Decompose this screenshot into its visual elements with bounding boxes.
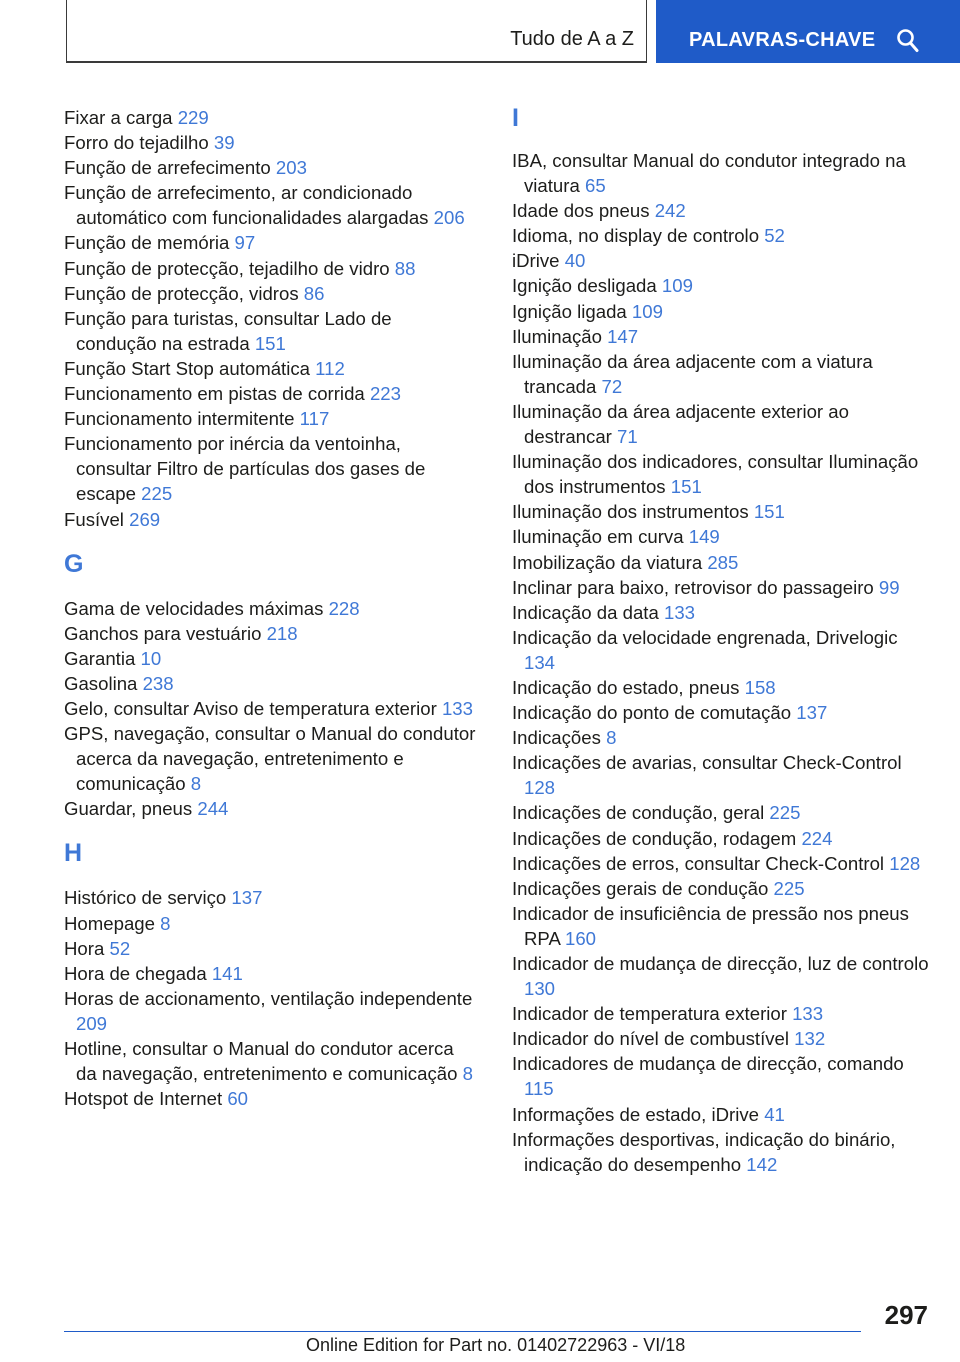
index-entry	[64, 381, 476, 406]
page-reference-link[interactable]: 41	[764, 1103, 785, 1125]
page-reference-link[interactable]: 65	[584, 175, 606, 197]
index-column-left	[64, 105, 476, 1111]
page-reference-link[interactable]: 39	[213, 132, 235, 154]
index-entry-text: Indicador de temperatura exterior	[512, 1003, 787, 1025]
index-entry	[64, 431, 476, 506]
index-entry-text: IBA, consultar Manual do condutor integrado na viatura	[512, 150, 906, 197]
index-entry	[512, 198, 930, 223]
index-entry-text: Iluminação dos instrumentos	[512, 501, 749, 523]
page-reference-link[interactable]: 71	[617, 426, 638, 448]
index-entry	[512, 1026, 930, 1051]
index-entry-text: Indicador do nível de combustível	[512, 1028, 789, 1050]
page-reference-link[interactable]: 97	[234, 232, 256, 254]
az-tab-box	[66, 0, 647, 63]
index-entry-text: Hotline, consultar o Manual do condutor acerca da navegação, entretenimento e comunicação	[64, 1038, 458, 1085]
index-entry	[64, 406, 476, 431]
page-reference-link[interactable]: 269	[129, 508, 161, 530]
index-entry	[512, 951, 930, 1001]
index-entry-text: Gelo, consultar Aviso de temperatura exterior	[64, 697, 437, 719]
page-reference-link[interactable]: 225	[773, 877, 805, 899]
index-entry-text: Fusível	[64, 508, 124, 530]
index-entry-text: Função Start Stop automática	[64, 357, 310, 379]
page-reference-link[interactable]: 218	[266, 622, 298, 644]
page-reference-link[interactable]: 209	[76, 1012, 108, 1034]
index-entry	[64, 721, 476, 796]
index-entry	[64, 961, 476, 986]
page-reference-link[interactable]: 112	[315, 357, 345, 379]
index-entry-text: Indicador de mudança de direcção, luz de controlo	[512, 953, 929, 974]
page-reference-link[interactable]: 52	[764, 225, 785, 247]
page-reference-link[interactable]: 99	[878, 576, 900, 598]
index-entry-text: Iluminação da área adjacente exterior ao destrancar	[512, 400, 849, 448]
index-entry-text: Funcionamento intermitente	[64, 408, 295, 430]
index-entry	[512, 750, 930, 800]
index-entry	[512, 800, 930, 825]
index-entry	[64, 1086, 476, 1111]
index-entry-text: Hora	[64, 937, 105, 959]
index-entry-text: Funcionamento em pistas de corrida	[64, 383, 365, 405]
page-reference-link[interactable]: 133	[663, 601, 696, 623]
page-number: 297	[884, 1300, 928, 1330]
search-icon	[896, 28, 920, 59]
index-entry	[512, 625, 930, 675]
index-entry	[64, 986, 476, 1036]
page-reference-link[interactable]: 132	[794, 1028, 826, 1050]
index-entry-text: Iluminação da área adjacente com a viatura trancada	[512, 350, 873, 397]
page-reference-link[interactable]: 117	[299, 408, 330, 430]
index-entry	[512, 725, 930, 750]
page-reference-link[interactable]: 225	[769, 802, 801, 824]
index-entry-text: Indicação do ponto de comutação	[512, 702, 792, 724]
index-entry	[512, 1102, 930, 1127]
page-reference-link[interactable]: 60	[227, 1088, 249, 1110]
index-entry	[512, 349, 930, 399]
page-reference-link[interactable]: 285	[707, 551, 739, 573]
index-entry-text: Imobilização da viatura	[512, 551, 703, 573]
footer-divider	[64, 1331, 861, 1332]
index-entry-text: Indicações de condução, geral	[512, 802, 765, 824]
page-reference-link[interactable]: 151	[670, 476, 702, 498]
page-reference-link[interactable]: 128	[889, 852, 921, 874]
index-entry	[64, 356, 476, 381]
page-reference-link[interactable]: 160	[565, 927, 597, 949]
index-entry	[64, 696, 476, 721]
index-entry-text: Função de protecção, tejadilho de vidro	[64, 257, 390, 279]
page-reference-link[interactable]: 229	[177, 107, 209, 128]
index-entry	[512, 876, 930, 901]
index-entry	[64, 1036, 476, 1086]
index-entry	[512, 223, 930, 248]
index-entry-text: Indicações de avarias, consultar Check-Control	[512, 752, 902, 774]
index-entry-text: Iluminação dos indicadores, consultar Iluminação dos instrumentos	[512, 451, 919, 498]
index-entry-text: Ganchos para vestuário	[64, 622, 262, 644]
page-reference-link[interactable]: 115	[524, 1078, 554, 1100]
page-reference-link[interactable]: 134	[524, 651, 556, 673]
index-entry-text: Ignição desligada	[512, 275, 657, 297]
index-entry	[64, 621, 476, 646]
index-entry	[64, 596, 476, 621]
index-entry	[64, 105, 476, 130]
index-entry-text: Indicações gerais de condução	[512, 877, 769, 899]
index-entry-text: Fixar a carga	[64, 107, 173, 128]
index-entry-text: Função de arrefecimento	[64, 157, 271, 179]
index-entry-text: Indicações de condução, rodagem	[512, 827, 797, 849]
index-entry-text: Gama de velocidades máximas	[64, 597, 324, 619]
page-reference-link[interactable]: 109	[631, 300, 663, 322]
index-entry	[512, 550, 930, 575]
page-reference-link[interactable]: 242	[654, 200, 686, 222]
index-entry-text: Indicação da velocidade engrenada, Drivelogic	[512, 626, 898, 648]
index-entry	[512, 524, 930, 549]
index-entry-text: Homepage	[64, 912, 155, 934]
az-index-link[interactable]: Tudo de A a Z	[510, 28, 634, 50]
index-entry-text: Informações de estado, iDrive	[512, 1103, 760, 1125]
page-reference-link[interactable]: 203	[275, 157, 307, 179]
index-entry	[512, 826, 930, 851]
index-entry	[64, 130, 476, 155]
index-entry-text: Inclinar para baixo, retrovisor do passageiro	[512, 576, 874, 598]
index-entry-text: Indicações de erros, consultar Check-Control	[512, 852, 885, 874]
page-reference-link[interactable]: 52	[109, 937, 131, 959]
index-entry-text: Iluminação	[512, 325, 602, 347]
index-entry	[64, 507, 476, 532]
index-entry	[512, 299, 930, 324]
index-entry	[64, 796, 476, 821]
index-entry	[512, 600, 930, 625]
keywords-button[interactable]	[656, 0, 960, 63]
page-reference-link[interactable]: 206	[433, 207, 465, 229]
index-entry	[512, 700, 930, 725]
page-reference-link[interactable]: 133	[441, 697, 473, 719]
index-entry	[512, 675, 930, 700]
index-entry-text: Função de memória	[64, 232, 230, 254]
index-entry-text: Iluminação em curva	[512, 526, 684, 548]
index-entry-text: Hora de chegada	[64, 962, 207, 984]
keywords-label: PALAVRAS-CHAVE	[689, 29, 876, 51]
index-entry	[64, 230, 476, 255]
page-reference-link[interactable]: 109	[661, 275, 693, 297]
index-entry-text: Função para turistas, consultar Lado de condução na estrada	[64, 307, 392, 354]
page-reference-link[interactable]: 158	[744, 676, 776, 698]
index-entry	[512, 449, 930, 499]
index-entry	[512, 1127, 930, 1177]
index-entry	[512, 901, 930, 951]
index-entry-text: Indicação da data	[512, 601, 659, 623]
top-navigation	[0, 0, 960, 66]
index-entry-text: Forro do tejadilho	[64, 132, 209, 154]
index-entry	[512, 248, 930, 273]
index-entry	[64, 256, 476, 281]
index-entry	[64, 911, 476, 936]
index-entry-text: iDrive	[512, 250, 560, 272]
index-entry	[64, 936, 476, 961]
page-reference-link[interactable]: 147	[607, 325, 639, 347]
index-entry-text: Histórico de serviço	[64, 887, 227, 909]
page-reference-link[interactable]: 40	[564, 250, 586, 272]
index-entry	[512, 1051, 930, 1101]
page-reference-link[interactable]: 8	[160, 912, 171, 934]
page-reference-link[interactable]: 72	[601, 375, 623, 397]
index-entry	[64, 671, 476, 696]
index-entry-text: Garantia	[64, 647, 136, 669]
page-reference-link[interactable]: 142	[746, 1153, 778, 1175]
index-entry	[512, 399, 930, 449]
index-entry	[64, 180, 476, 230]
index-entry-text: Ignição ligada	[512, 300, 627, 322]
page-reference-link[interactable]: 128	[524, 777, 556, 799]
page-reference-link[interactable]: 244	[197, 798, 229, 820]
footer-edition-text: Online Edition for Part no. 01402722963 - VI/18	[306, 1335, 686, 1355]
page-reference-link[interactable]: 238	[142, 672, 174, 694]
index-entry-text: Funcionamento por inércia da ventoinha, consultar Filtro de partículas dos gases de escape	[64, 433, 426, 505]
index-entry-text: Função de protecção, vidros	[64, 282, 299, 304]
index-entry	[64, 281, 476, 306]
index-entry-text: Idade dos pneus	[512, 200, 650, 222]
index-column-right	[512, 105, 930, 1177]
page-reference-link[interactable]: 8	[606, 727, 617, 749]
index-entry	[64, 646, 476, 671]
index-entry	[512, 324, 930, 349]
page-reference-link[interactable]: 88	[394, 257, 416, 279]
index-entry	[512, 1001, 930, 1026]
index-entry-text: Hotspot de Internet	[64, 1088, 223, 1110]
index-entry-text: Horas de accionamento, ventilação independente	[64, 987, 473, 1009]
page-reference-link[interactable]: 137	[796, 702, 828, 724]
page-reference-link[interactable]: 10	[140, 647, 162, 669]
page-reference-link[interactable]: 141	[211, 962, 243, 984]
page-reference-link[interactable]: 86	[303, 282, 325, 304]
index-entry-text: Indicações	[512, 727, 601, 749]
index-entry-text: Indicação do estado, pneus	[512, 676, 740, 698]
index-entry-text: Informações desportivas, indicação do binário, indicação do desempenho	[512, 1128, 896, 1175]
page-reference-link[interactable]: 151	[753, 501, 785, 523]
index-entry	[512, 273, 930, 298]
index-entry	[512, 148, 930, 198]
index-entry-text: Indicadores de mudança de direcção, comando	[512, 1053, 904, 1075]
page-reference-link[interactable]: 151	[254, 332, 286, 354]
index-entry	[64, 155, 476, 180]
index-entry	[512, 851, 930, 876]
index-entry	[64, 306, 476, 356]
index-entry-text: GPS, navegação, consultar o Manual do condutor acerca da navegação, entretenimento e comunicação	[64, 723, 476, 795]
index-letter-heading: H	[64, 839, 83, 868]
index-entry-text: Guardar, pneus	[64, 798, 193, 820]
index-letter-heading: I	[512, 104, 519, 132]
page-reference-link[interactable]: 149	[688, 526, 720, 548]
index-entry	[64, 885, 476, 910]
page-reference-link[interactable]: 8	[462, 1063, 473, 1085]
page-reference-link[interactable]: 224	[801, 827, 833, 849]
page-reference-link[interactable]: 228	[328, 597, 360, 619]
page-reference-link[interactable]: 137	[231, 887, 263, 909]
page-reference-link[interactable]: 8	[190, 773, 202, 795]
page-reference-link[interactable]: 133	[792, 1003, 824, 1025]
index-entry-text: Indicador de insuficiência de pressão nos pneus RPA	[512, 902, 909, 949]
index-entry-text: Idioma, no display de controlo	[512, 225, 760, 247]
page-reference-link[interactable]: 223	[369, 383, 401, 405]
index-entry-text: Função de arrefecimento, ar condicionado automático com funcionalidades alargadas	[64, 182, 429, 229]
page-reference-link[interactable]: 225	[141, 483, 173, 505]
page-reference-link[interactable]: 130	[524, 978, 556, 1000]
index-entry	[512, 575, 930, 600]
index-letter-heading: G	[64, 549, 84, 578]
index-entry	[512, 499, 930, 524]
index-entry-text: Gasolina	[64, 672, 138, 694]
